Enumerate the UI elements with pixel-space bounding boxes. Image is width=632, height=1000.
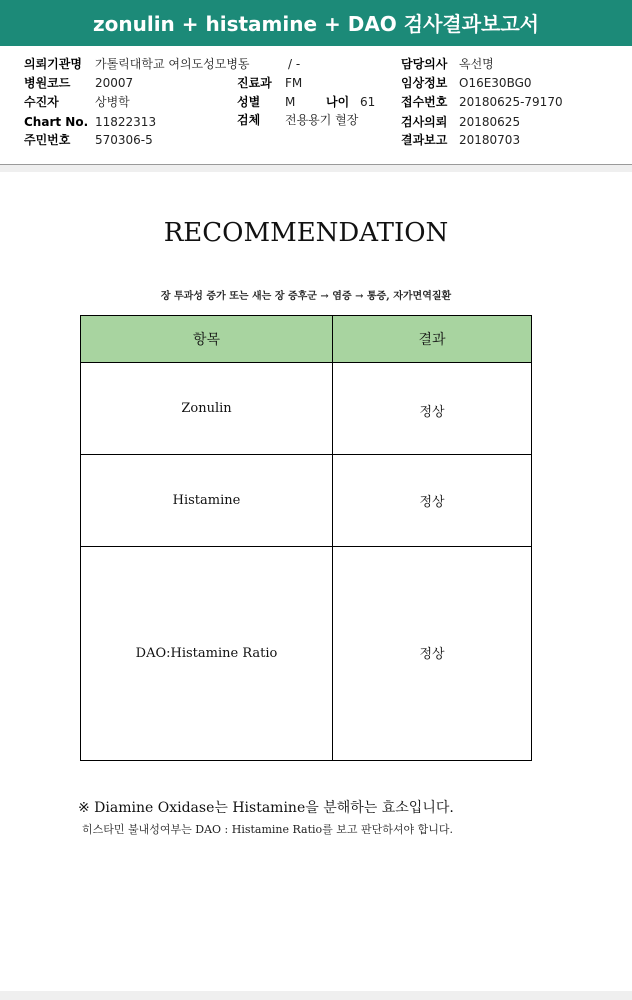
report-label: 결과보고 [401,133,448,147]
doctor-label: 담당의사 [401,57,448,71]
receipt-value: 20180625-79170 [459,95,563,109]
table-row [81,363,532,455]
request-label: 검사의뢰 [401,115,448,129]
table-row [81,547,532,761]
ward-value: / - [288,57,301,71]
patient-info-section [0,46,632,164]
chart-value: 11822313 [95,115,157,129]
sex-label: 성별 [237,95,261,109]
row-item-dao-ratio: DAO:Histamine Ratio [81,547,333,761]
row-item-histamine: Histamine [81,455,333,547]
chart-label: Chart No. [24,115,89,129]
report-value: 20180703 [459,133,521,147]
hospital-code-value: 20007 [95,76,134,90]
recommendation-subtitle: 장 투과성 증가 또는 새는 장 증후군 → 염증 → 통증, 자가면역질환 [160,291,452,302]
report-title: zonulin + histamine + DAO 검사결과보고서 [0,0,632,46]
note-dao-description: ※ Diamine Oxidase는 Histamine을 분해하는 효소입니다. [78,800,454,816]
department-label: 진료과 [237,76,272,90]
column-header-result: 결과 [333,316,532,363]
page-gap-top [0,165,632,172]
receipt-label: 접수번호 [401,95,448,109]
specimen-value: 전용용기 혈장 [285,113,359,127]
id-label: 주민번호 [24,133,71,147]
clinical-value: O16E30BG0 [459,76,532,90]
specimen-label: 검체 [237,113,261,127]
table-header-row [81,316,532,363]
row-result-dao-ratio: 정상 [333,547,532,761]
results-table [80,315,532,761]
row-result-zonulin: 정상 [333,363,532,455]
clinical-label: 임상정보 [401,76,448,90]
recommendation-title: RECOMMENDATION [163,218,449,248]
age-label: 나이 [326,95,350,109]
request-value: 20180625 [459,115,521,129]
table-row [81,455,532,547]
patient-value: 상병학 [95,95,130,109]
sex-value: M [285,95,296,109]
id-value: 570306-5 [95,133,153,147]
institution-value: 가톨릭대학교 여의도성모병동 [95,57,250,71]
row-item-zonulin: Zonulin [81,363,333,455]
row-result-histamine: 정상 [333,455,532,547]
institution-label: 의뢰기관명 [24,57,82,71]
note-histamine-intolerance: 히스타민 불내성여부는 DAO : Histamine Ratio를 보고 판단하셔야 합니다. [82,823,454,836]
patient-label: 수진자 [24,95,59,109]
age-value: 61 [360,95,376,109]
page-gap-bottom [0,991,632,1000]
column-header-item: 항목 [81,316,333,363]
department-value: FM [285,76,303,90]
doctor-value: 옥선명 [459,57,494,71]
hospital-code-label: 병원코드 [24,76,71,90]
